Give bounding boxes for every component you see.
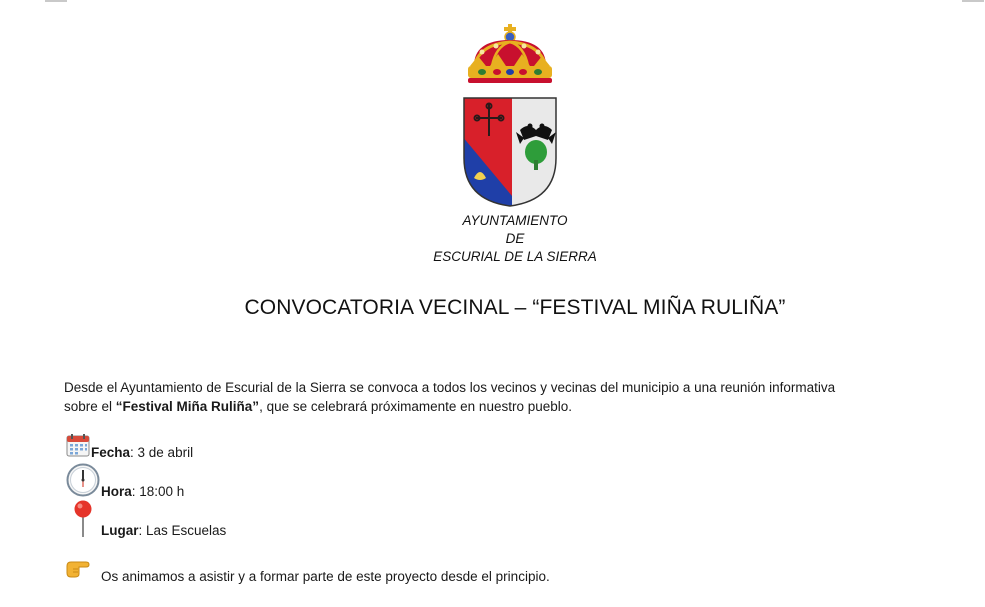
institution-line-2: DE	[505, 231, 525, 246]
intro-line-2	[64, 397, 964, 416]
institution-name	[400, 212, 630, 266]
detail-hora	[101, 484, 184, 499]
coat-of-arms-shield	[462, 96, 558, 208]
institution-line-3: ESCURIAL DE LA SIERRA	[433, 249, 597, 264]
page-corner-left	[45, 0, 67, 2]
detail-lugar	[101, 523, 226, 538]
festival-name: “Festival Miña Ruliña”	[115, 399, 260, 414]
lugar-value: : Las Escuelas	[138, 523, 227, 538]
institution-line-1: AYUNTAMIENTO	[462, 213, 568, 228]
hora-label: Hora	[101, 484, 132, 499]
intro-line-1: Desde el Ayuntamiento de Escurial de la Sierra se convoca a todos los vecinos y vecinas del municipio a una reunión informativa	[64, 380, 836, 395]
lugar-label: Lugar	[101, 523, 139, 538]
clock-icon	[66, 463, 100, 497]
pointing-hand-icon	[66, 558, 90, 578]
intro-paragraph	[64, 378, 964, 416]
page-corner-right	[962, 0, 984, 2]
intro-line-2-suffix: , que se celebrará próximamente en nuestro pueblo.	[259, 399, 573, 414]
hora-value: : 18:00 h	[131, 484, 185, 499]
closing-text: Os animamos a asistir y a formar parte de este proyecto desde el principio.	[101, 569, 550, 584]
calendar-icon	[66, 433, 90, 457]
fecha-label: Fecha	[91, 445, 131, 460]
intro-line-2-prefix: sobre el	[64, 399, 116, 414]
pushpin-icon	[72, 500, 94, 538]
crown-emblem	[460, 22, 560, 86]
fecha-value: : 3 de abril	[130, 445, 194, 460]
document-title: CONVOCATORIA VECINAL – “FESTIVAL MIÑA RULIÑA”	[244, 296, 786, 319]
detail-fecha	[91, 445, 193, 460]
